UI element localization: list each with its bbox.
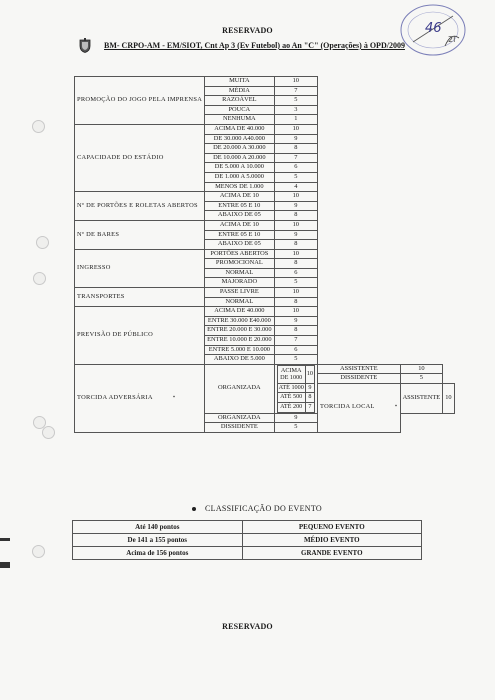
criteria-points: 5 — [274, 96, 317, 106]
criteria-row — [75, 192, 455, 202]
criteria-points: 8 — [274, 326, 317, 336]
organizada-subrow — [277, 393, 314, 403]
event-class: PEQUENO EVENTO — [242, 521, 421, 534]
organizada-points: 10 — [305, 365, 314, 383]
classification-heading — [192, 504, 322, 513]
organizada-range: ACIMA DE 1000 — [277, 365, 305, 383]
criteria-points: 5 — [274, 423, 317, 433]
criteria-option: ENTRE 05 E 10 — [205, 201, 274, 211]
organizada-subtable — [277, 365, 315, 413]
criteria-category: PREVISÃO DE PÚBLICO — [75, 307, 205, 365]
criteria-option: PROMOCIONAL — [205, 259, 274, 269]
criteria-option: DE 20.000 A 30.000 — [205, 144, 274, 154]
criteria-option: ACIMA DE 10 — [205, 192, 274, 202]
criteria-points: 7 — [274, 86, 317, 96]
classification-table — [72, 520, 422, 560]
binder-hole — [36, 236, 49, 249]
organizada-breakdown — [274, 364, 317, 413]
criteria-points: 9 — [274, 413, 317, 423]
criteria-points: 8 — [274, 259, 317, 269]
criteria-row — [75, 77, 455, 87]
criteria-row — [75, 220, 455, 230]
criteria-category: PROMOÇÃO DO JOGO PELA IMPRENSA — [75, 77, 205, 125]
criteria-points: 10 — [274, 192, 317, 202]
criteria-points: 5 — [274, 172, 317, 182]
criteria-category — [75, 364, 205, 432]
binder-hole — [42, 426, 55, 439]
criteria-option: ABAIXO DE 05 — [205, 240, 274, 250]
criteria-points: 8 — [274, 211, 317, 221]
criteria-option: ENTRE 30.000 E40.000 — [205, 316, 274, 326]
criteria-option: DISSIDENTE — [205, 423, 274, 433]
points-range: Até 140 pontos — [73, 521, 243, 534]
criteria-option: PASSE LIVRE — [205, 288, 274, 298]
criteria-row — [75, 288, 455, 298]
criteria-option: DISSIDENTE — [318, 374, 401, 384]
criteria-points: 10 — [443, 384, 454, 414]
edge-mark — [0, 538, 10, 541]
category-marker: * — [172, 395, 176, 401]
category-label: TORCIDA LOCAL — [320, 403, 375, 411]
criteria-points: 9 — [274, 230, 317, 240]
criteria-option: ENTRE 20.000 E 30.000 — [205, 326, 274, 336]
criteria-option: ABAIXO DE 5.000 — [205, 355, 274, 365]
criteria-option: NORMAL — [205, 268, 274, 278]
criteria-row — [75, 249, 455, 259]
criteria-option: ACIMA DE 40.000 — [205, 124, 274, 134]
criteria-option: ENTRE 10.000 E 20.000 — [205, 336, 274, 346]
criteria-points: 4 — [274, 182, 317, 192]
organizada-range: ATÉ 500 — [277, 393, 305, 403]
criteria-category: Nº DE PORTÕES E ROLETAS ABERTOS — [75, 192, 205, 221]
criteria-points: 10 — [274, 307, 317, 317]
criteria-option: MENOS DE 1.000 — [205, 182, 274, 192]
organizada-subrow — [277, 403, 314, 413]
criteria-points: 5 — [274, 355, 317, 365]
organizada-points: 7 — [305, 403, 314, 413]
binder-hole — [32, 120, 45, 133]
criteria-points: 8 — [274, 144, 317, 154]
criteria-option: ASSISTENTE — [318, 364, 401, 374]
criteria-points: 6 — [274, 268, 317, 278]
event-class: GRANDE EVENTO — [242, 547, 421, 560]
criteria-option: MUITA — [205, 77, 274, 87]
criteria-points: 6 — [274, 345, 317, 355]
criteria-points: 10 — [274, 220, 317, 230]
criteria-category: TRANSPORTES — [75, 288, 205, 307]
criteria-option: RAZOÁVEL — [205, 96, 274, 106]
criteria-option: DE 1.000 A 5.0000 — [205, 172, 274, 182]
criteria-option: DE 30.000 A40.000 — [205, 134, 274, 144]
organizada-subrow — [277, 383, 314, 393]
classification-row — [73, 547, 422, 560]
binder-hole — [32, 545, 45, 558]
organizada-points: 8 — [305, 393, 314, 403]
criteria-option: ENTRE 5.000 E 10.000 — [205, 345, 274, 355]
criteria-points: 9 — [274, 316, 317, 326]
criteria-option: DE 10.000 A 20.000 — [205, 153, 274, 163]
criteria-category: CAPACIDADE DO ESTÁDIO — [75, 124, 205, 191]
criteria-option: MAJORADO — [205, 278, 274, 288]
organizada-range: ATÉ 1000 — [277, 383, 305, 393]
criteria-points: 10 — [274, 288, 317, 298]
criteria-option: ABAIXO DE 05 — [205, 211, 274, 221]
criteria-points: 3 — [274, 105, 317, 115]
criteria-points: 10 — [274, 249, 317, 259]
criteria-row — [75, 124, 455, 134]
organizada-points: 9 — [305, 383, 314, 393]
criteria-option: ENTRE 05 E 10 — [205, 230, 274, 240]
coat-of-arms-icon — [78, 38, 92, 53]
criteria-category: Nº DE BARES — [75, 220, 205, 249]
criteria-option: ACIMA DE 10 — [205, 220, 274, 230]
criteria-category — [318, 384, 401, 433]
bottom-classification-marking: RESERVADO — [222, 622, 273, 631]
document-reference-title: BM- CRPO-AM - EM/SIOT, Cnt Ap 3 (Ev Futebol) ao An "C" (Operações) à OPD/2009 — [104, 41, 405, 50]
criteria-category: INGRESSO — [75, 249, 205, 287]
criteria-points: 6 — [274, 163, 317, 173]
criteria-points: 8 — [274, 240, 317, 250]
criteria-points: 7 — [274, 336, 317, 346]
points-range: De 141 a 155 pontos — [73, 534, 243, 547]
criteria-option: ASSISTENTE — [400, 384, 443, 414]
organizada-subrow — [277, 365, 314, 383]
binder-hole — [33, 272, 46, 285]
criteria-points: 5 — [274, 278, 317, 288]
category-label: TORCIDA ADVERSÁRIA — [77, 393, 153, 401]
organizada-label: ORGANIZADA — [205, 364, 274, 413]
criteria-option: POUCA — [205, 105, 274, 115]
stamp-initials: 2l — [448, 35, 456, 44]
criteria-points: 5 — [400, 374, 443, 384]
criteria-points: 9 — [274, 134, 317, 144]
criteria-points: 7 — [274, 153, 317, 163]
criteria-option: ACIMA DE 40.000 — [205, 307, 274, 317]
criteria-option: MÉDIA — [205, 86, 274, 96]
criteria-points: 1 — [274, 115, 317, 125]
criteria-option: ORGANIZADA — [205, 413, 274, 423]
classification-row — [73, 534, 422, 547]
edge-mark — [0, 562, 10, 568]
criteria-option: NENHUMA — [205, 115, 274, 125]
points-range: Acima de 156 pontos — [73, 547, 243, 560]
criteria-points: 10 — [274, 77, 317, 87]
top-classification-marking: RESERVADO — [222, 26, 273, 35]
criteria-option: DE 5.000 A 10.000 — [205, 163, 274, 173]
event-class: MÉDIO EVENTO — [242, 534, 421, 547]
criteria-option: NORMAL — [205, 297, 274, 307]
criteria-points: 10 — [400, 364, 443, 374]
category-marker: * — [394, 405, 398, 411]
page-number-stamp — [395, 2, 467, 64]
stamp-number: 46 — [425, 21, 442, 36]
criteria-points: 10 — [274, 124, 317, 134]
organizada-range: ATÉ 200 — [277, 403, 305, 413]
event-criteria-table — [74, 76, 455, 433]
classification-row — [73, 521, 422, 534]
criteria-points: 9 — [274, 201, 317, 211]
criteria-option: PORTÕES ABERTOS — [205, 249, 274, 259]
bullet-icon — [192, 507, 196, 511]
classification-title: CLASSIFICAÇÃO DO EVENTO — [205, 504, 322, 513]
criteria-row — [75, 307, 455, 317]
criteria-points: 8 — [274, 297, 317, 307]
